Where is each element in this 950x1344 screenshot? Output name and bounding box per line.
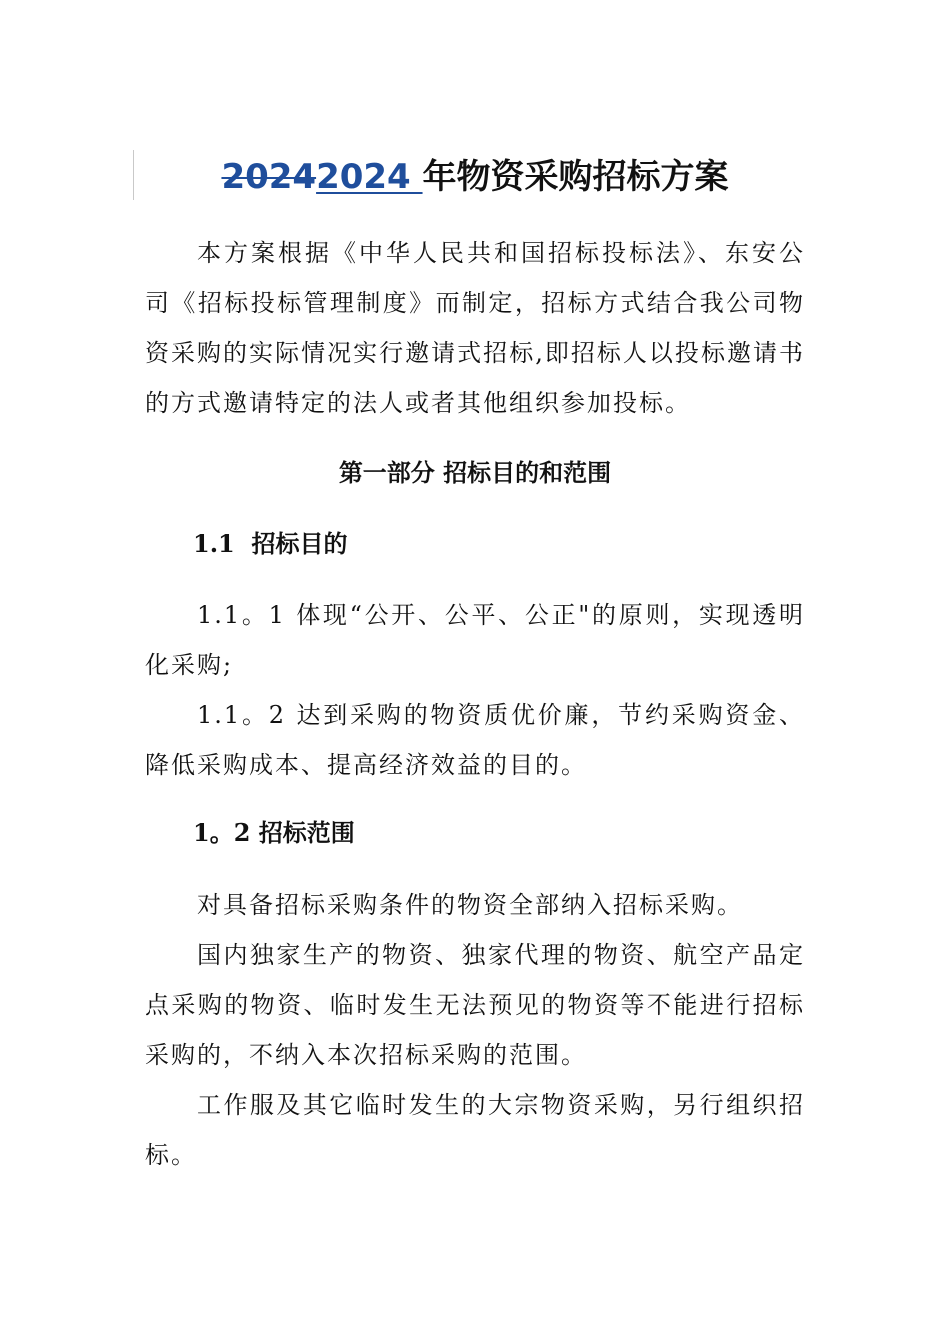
part-one-heading: 第一部分 招标目的和范围: [338, 459, 612, 487]
title-main-text: 年物资采购招标方案: [422, 157, 729, 197]
section-1-2-number: 1。2: [193, 818, 251, 847]
section-1-1-heading: [193, 524, 347, 564]
section-1-1-title: 招标目的: [251, 530, 348, 558]
scope-paragraph-2: 国内独家生产的物资、独家代理的物资、航空产品定点采购的物资、临时发生无法预见的物资等不能进行招标采购的，不纳入本次招标采购的范围。: [145, 941, 805, 1069]
item-1-1-1-text: 体现“公开、公平、公正"的原则，实现透明化采购;: [145, 601, 805, 679]
intro-paragraph: 本方案根据《中华人民共和国招标投标法》、东安公司《招标投标管理制度》而制定，招标方式结合我公司物资采购的实际情况实行邀请式招标,即招标人以投标邀请书的方式邀请特定的法人或者其他组织参加投标。: [145, 239, 805, 417]
title-deleted-revision: 2024: [221, 157, 317, 197]
title-inserted-revision: 2024: [316, 157, 423, 197]
scope-paragraph-3: 工作服及其它临时发生的大宗物资采购，另行组织招标。: [145, 1091, 805, 1169]
section-1-2-heading: [193, 813, 355, 853]
item-1-1-1-number: 1.1。1: [197, 601, 286, 629]
item-1-1-1: [145, 590, 805, 690]
section-1-1-number: 1.1: [193, 529, 235, 558]
document-title: [0, 152, 950, 202]
item-1-1-2-number: 1.1。2: [197, 701, 287, 729]
item-1-1-2-text: 达到采购的物资质优价廉，节约采购资金、降低采购成本、提高经济效益的目的。: [145, 701, 806, 779]
item-1-1-2: [145, 690, 805, 790]
section-1-2-title: 招标范围: [258, 819, 355, 847]
scope-paragraph-1: 对具备招标采购条件的物资全部纳入招标采购。: [197, 891, 743, 919]
